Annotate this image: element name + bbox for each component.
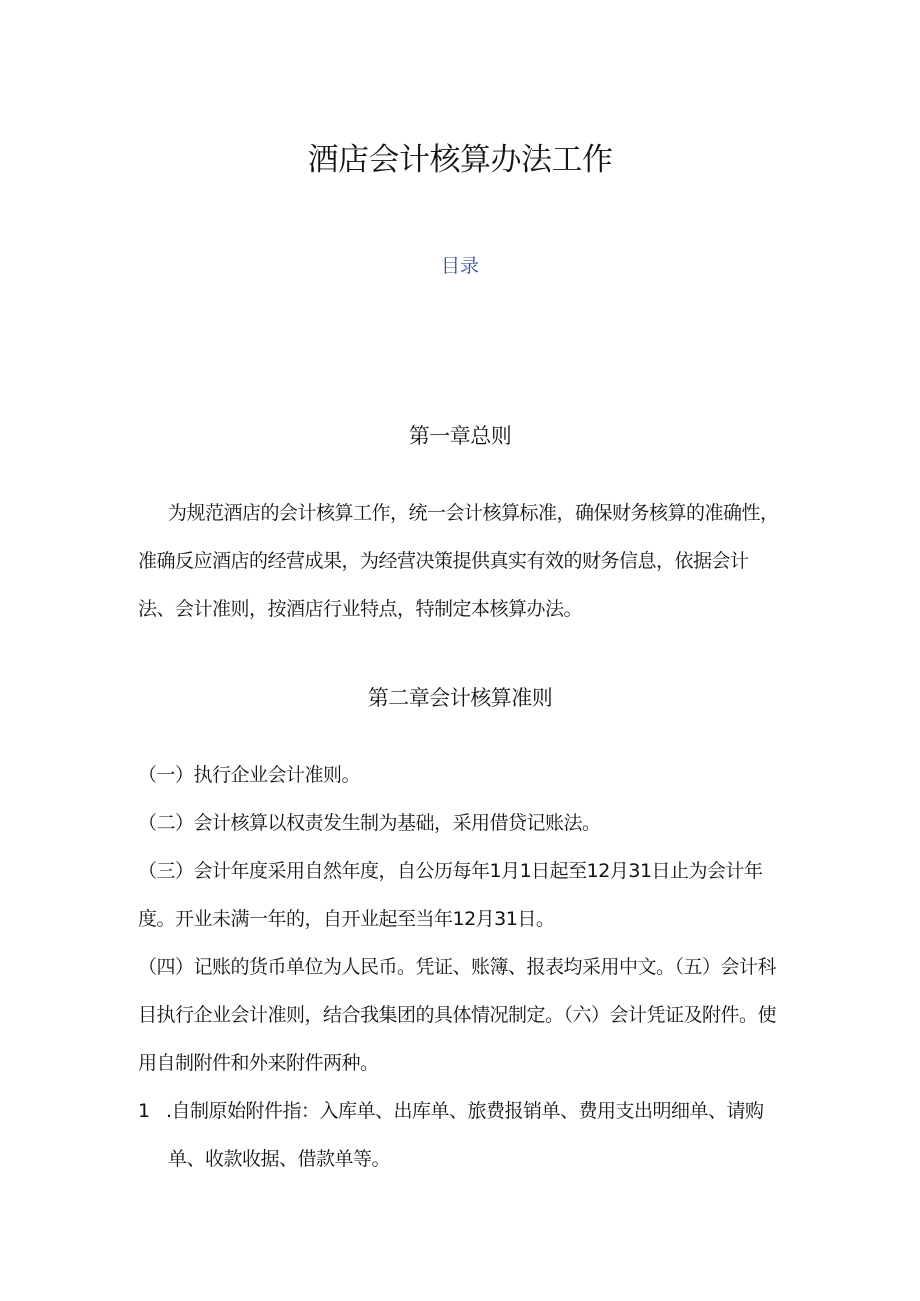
list-item-text: .自制原始附件指：入库单、出库单、旅费报销单、费用支出明细单、请购单、收款收据、借款单等。 xyxy=(166,1100,764,1170)
rule-item-4: （四）记账的货币单位为人民币。凭证、账簿、报表均采用中文。（五）会计科目执行企业会计准则，结合我集团的具体情况制定。（六）会计凭证及附件。使用自制附件和外来附件两种。 xyxy=(138,956,777,1074)
chapter-2-heading: 第二章会计核算准则 xyxy=(367,686,553,710)
chapter-1-heading: 第一章总则 xyxy=(408,424,512,448)
table-of-contents-heading[interactable]: 目录 xyxy=(440,255,479,277)
rule-item-2: （二）会计核算以权责发生制为基础，采用借贷记账法。 xyxy=(138,812,601,834)
rule-item-1: （一）执行企业会计准则。 xyxy=(138,764,361,786)
rule-item-3: （三）会计年度采用自然年度，自公历每年1月1日起至12月31日止为会计年度。开业未满一年的，自开业起至当年12月31日。 xyxy=(138,860,763,930)
document-title: 酒店会计核算办法工作 xyxy=(307,142,613,178)
numbered-list xyxy=(138,1087,784,1183)
list-item-number: 1 xyxy=(138,1100,150,1122)
chapter-1-paragraph: 为规范酒店的会计核算工作，统一会计核算标准，确保财务核算的准确性，准确反应酒店的经营成果，为经营决策提供真实有效的财务信息，依据会计法、会计准则，按酒店行业特点，特制定本核算办法。 xyxy=(138,502,779,620)
